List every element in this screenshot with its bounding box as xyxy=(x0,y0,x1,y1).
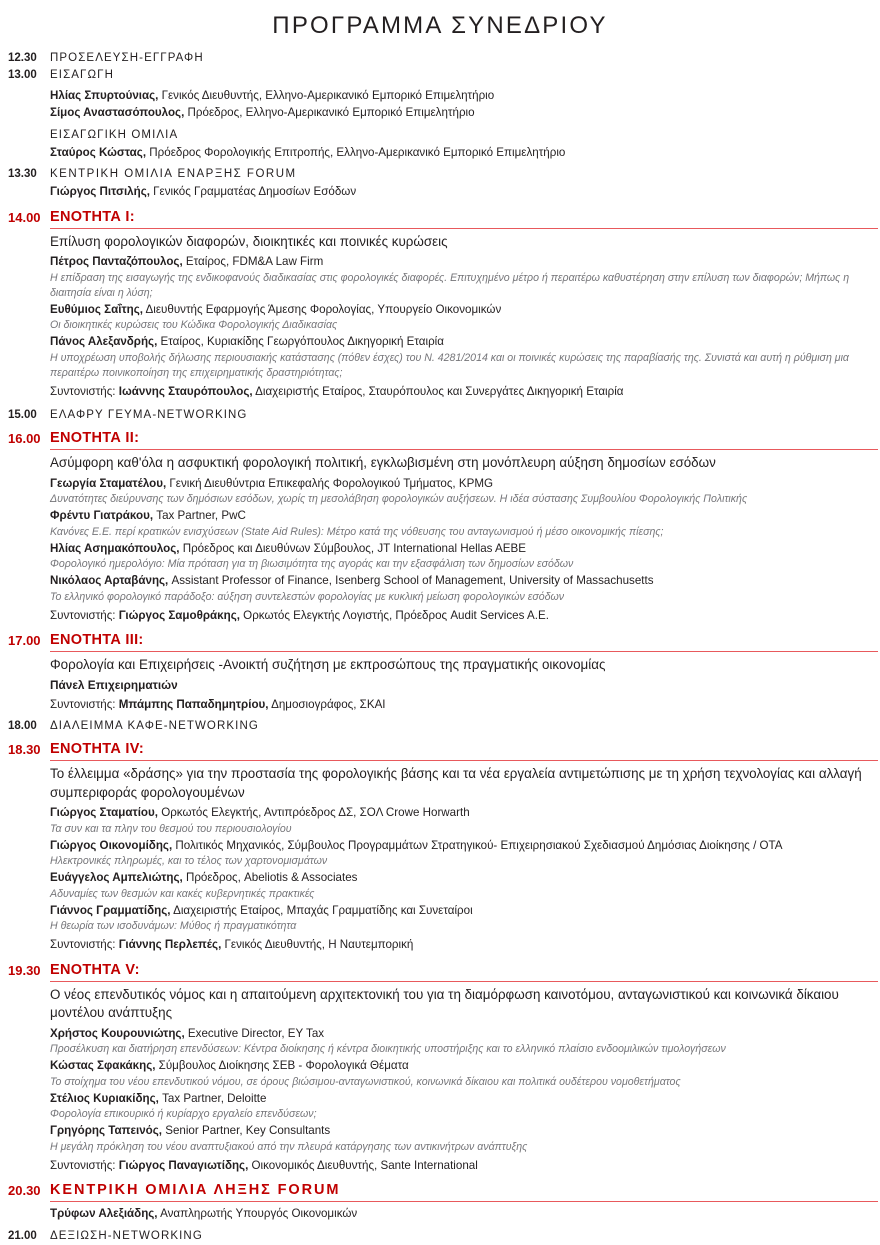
speaker-name: Χρήστος Κουρουνιώτης, xyxy=(50,1026,185,1040)
time-session-5: 19.30 xyxy=(8,962,41,978)
agenda-body-lunch xyxy=(50,407,880,424)
moderator-line xyxy=(50,934,878,954)
moderator-role: Ορκωτός Ελεγκτής Λογιστής, Πρόεδρος Audit Services A.E. xyxy=(239,608,549,622)
speaker-abstract: Φορολογία επικουρικό ή κυρίαρχο εργαλείο επενδύσεων; xyxy=(50,1108,317,1121)
agenda-body-session-2 xyxy=(50,429,880,624)
speaker-abstract: Η μεγάλη πρόκληση του νέου αναπτυξιακού από την πλευρά κατάργησης των αντικινήτρων ανάπτυξης xyxy=(50,1140,528,1153)
speaker-role: Γενικός Διευθυντής, Ελληνο-Αμερικανικό Εμπορικό Επιμελητήριο xyxy=(158,88,495,102)
speaker-role: Πολιτικός Μηχανικός, Σύμβουλος Προγραμμάτων Στρατηγικού- Επιχειρησιακού Σχεδιασμού Δημόσιας Διοίκησης / ΟΤΑ xyxy=(172,838,783,852)
speaker-role: Γενική Διευθύντρια Επικεφαλής Φορολογικού Τμήματος, KPMG xyxy=(166,476,493,490)
speaker-abstract: Κανόνες Ε.Ε. περί κρατικών ενισχύσεων (State Aid Rules): Μέτρο κατά της νόθευσης του ανταγωνισμού ή μέσο οικονομικής πίεσης; xyxy=(50,525,664,538)
agenda-label-coffee: ΔΙΑΛΕΙΜΜΑ ΚΑΦΕ-NETWORKING xyxy=(50,720,259,733)
speaker-line xyxy=(50,144,878,162)
agenda-body-session-1 xyxy=(50,208,880,401)
speaker-abstract: Η υποχρέωση υποβολής δήλωσης περιουσιακής κατάστασης (πόθεν έσχες) του Ν. 4281/2014 και οι ποινικές κυρώσεις της παραβίασής της. Συνιστά και αυτή η ρύθμιση μια περαιτέρω ποινικοποίηση της επιχειρηματικής δραστηριότητας; xyxy=(50,351,849,379)
speaker-role: Ορκωτός Ελεγκτής, Αντιπρόεδρος ΔΣ, ΣΟΛ Crowe Horwarth xyxy=(157,806,470,820)
speaker-abstract: Η επίδραση της εισαγωγής της ενδικοφανούς διαδικασίας στις φορολογικές διαφορές. Επιτυχημένο μέτρο ή περαιτέρω καθυστέρηση στην επίλυση των διαφορών; Μήπως η διαιτησία είναι η λύση; xyxy=(50,271,850,299)
agenda-row-keynote-close xyxy=(0,1181,880,1223)
speaker-abstract: Η θεωρία των ισοδυνάμων: Μύθος ή πραγματικότητα xyxy=(50,920,297,933)
spacer xyxy=(0,201,880,208)
speaker-role: Διευθυντής Εφαρμογής Άμεσης Φορολογίας, Υπουργείο Οικονομικών xyxy=(142,302,502,316)
speaker-abstract: Οι διοικητικές κυρώσεις του Κώδικα Φορολογικής Διαδικασίας xyxy=(50,319,338,332)
speaker-line xyxy=(50,804,878,822)
speaker-role: Πρόεδρος, Abeliotis & Associates xyxy=(182,871,358,885)
speaker-role: Tax Partner, PwC xyxy=(153,509,246,523)
agenda-body-session-3 xyxy=(50,631,880,713)
agenda-body-intro xyxy=(50,67,880,162)
speaker-line xyxy=(50,104,878,122)
agenda-label-reception: ΔΕΞΙΩΣΗ-NETWORKING xyxy=(50,1229,203,1242)
session-header-4: ΕΝΟΤΗΤΑ IV: xyxy=(50,740,878,761)
speaker-name: Τρύφων Αλεξιάδης, xyxy=(50,1207,158,1221)
speaker-name: Φρέντυ Γιατράκου, xyxy=(50,509,154,523)
session-topic-2: Ασύμφορη καθ'όλα η ασφυκτική φορολογική πολιτική, εγκλωβισμένη στη μονόπλευρη αύξηση δημοσίων εσόδων xyxy=(50,455,716,471)
speaker-line xyxy=(50,837,878,855)
agenda-row-intro xyxy=(0,67,880,162)
speaker-name: Σταύρος Κώστας, xyxy=(50,145,147,159)
time-keynote-close: 20.30 xyxy=(8,1183,41,1199)
speaker-name: Γρηγόρης Ταπεινός, xyxy=(50,1124,162,1138)
session-header-5: ΕΝΟΤΗΤΑ V: xyxy=(50,961,878,982)
speaker-line xyxy=(50,869,878,887)
speaker-line xyxy=(50,301,878,319)
speaker-line xyxy=(50,333,878,351)
speaker-name: Γεωργία Σταματέλου, xyxy=(50,476,167,490)
agenda-row-session-2 xyxy=(0,429,880,624)
speaker-abstract: Ηλεκτρονικές πληρωμές, και το τέλος των χαρτονομισμάτων xyxy=(50,855,328,868)
speaker-role: Σύμβουλος Διοίκησης ΣΕΒ - Φορολογικά Θέματα xyxy=(155,1059,409,1073)
speaker-abstract: Φορολογικό ημερολόγιο: Μία πρόταση για τη βιωσιμότητα της αγοράς και την εξασφάλιση των δημοσίων εσόδων xyxy=(50,558,574,571)
agenda-label-arrival: ΠΡΟΣΕΛΕΥΣΗ-ΕΓΓΡΑΦΗ xyxy=(50,51,204,64)
time-session-3: 17.00 xyxy=(8,633,41,649)
moderator-label: Συντονιστής: xyxy=(50,384,119,398)
moderator-name: Μπάμπης Παπαδημητρίου, xyxy=(118,697,269,711)
session-header-2: ΕΝΟΤΗΤΑ II: xyxy=(50,429,878,450)
page-title: ΠΡΟΓΡΑΜΜΑ ΣΥΝΕΔΡΙΟΥ xyxy=(272,12,608,39)
time-arrival: 12.30 xyxy=(8,51,37,64)
moderator-name: Γιώργος Παναγιωτίδης, xyxy=(118,1158,249,1172)
speaker-line xyxy=(50,1205,878,1223)
moderator-role: Γενικός Διευθυντής, Η Ναυτεμπορική xyxy=(221,938,414,952)
speaker-name: Ηλίας Σπυρτούνιας, xyxy=(50,88,159,102)
speaker-line xyxy=(50,540,878,558)
speaker-role: Senior Partner, Key Consultants xyxy=(162,1124,331,1138)
spacer xyxy=(0,1174,880,1181)
speaker-role: Εταίρος, Κυριακίδης Γεωργόπουλος Δικηγορική Εταιρία xyxy=(157,335,444,349)
time-intro: 13.00 xyxy=(8,68,37,81)
speaker-line xyxy=(50,87,878,105)
agenda-body-arrival xyxy=(50,50,880,67)
moderator-line xyxy=(50,1155,878,1175)
session-header-1: ΕΝΟΤΗΤΑ I: xyxy=(50,208,878,229)
speaker-role: Γενικός Γραμματέας Δημοσίων Εσόδων xyxy=(149,185,357,199)
agenda-row-arrival xyxy=(0,50,880,67)
speaker-name: Στέλιος Κυριακίδης, xyxy=(50,1091,159,1105)
speaker-abstract: Το ελληνικό φορολογικό παράδοξο: αύξηση συντελεστών φορολογίας με κυκλική μείωση φορολογικών εσόδων xyxy=(50,590,565,603)
moderator-name: Ιωάννης Σταυρόπουλος, xyxy=(118,384,253,398)
moderator-line xyxy=(50,381,878,401)
agenda-row-session-5 xyxy=(0,961,880,1175)
speaker-name: Νικόλαος Αρταβάνης, xyxy=(50,574,169,588)
speaker-line xyxy=(50,902,878,920)
time-coffee: 18.00 xyxy=(8,720,37,733)
speaker-name: Γιώργος Οικονομίδης, xyxy=(50,838,173,852)
spacer xyxy=(0,954,880,961)
moderator-role: Δημοσιογράφος, ΣΚΑΙ xyxy=(268,697,386,711)
speaker-name: Πέτρος Πανταζόπουλος, xyxy=(50,255,183,269)
session-topic-4: Το έλλειμμα «δράσης» για την προστασία της φορολογικής βάσης και τα νέα εργαλεία αντιμετώπισης με τη χρήση τεχνολογίας και αλλαγή συμπεριφοράς φορολογουμένων xyxy=(50,766,862,800)
speaker-line xyxy=(50,507,878,525)
agenda-label-lunch: ΕΛΑΦΡΥ ΓΕΥΜΑ-NETWORKING xyxy=(50,409,248,422)
moderator-role: Διαχειριστής Εταίρος, Σταυρόπουλος και Συνεργάτες Δικηγορική Εταιρία xyxy=(252,384,624,398)
speaker-role: Πρόεδρος και Διευθύνων Σύμβουλος, JT International Hellas AEBE xyxy=(179,541,526,555)
spacer xyxy=(0,400,880,407)
moderator-label: Συντονιστής: xyxy=(50,1158,119,1172)
agenda-body-keynote-close xyxy=(50,1181,880,1223)
speaker-line xyxy=(50,1090,878,1108)
speaker-role: Εταίρος, FDM&A Law Firm xyxy=(182,255,324,269)
moderator-label: Συντονιστής: xyxy=(50,697,119,711)
spacer xyxy=(0,624,880,631)
moderator-name: Γιάννης Περλεπές, xyxy=(118,938,222,952)
time-session-1: 14.00 xyxy=(8,209,41,225)
moderator-line xyxy=(50,694,878,714)
agenda-label-intro: ΕΙΣΑΓΩΓΗ xyxy=(50,68,115,81)
speaker-name: Γιάννος Γραμματίδης, xyxy=(50,903,171,917)
agenda-row-keynote-open xyxy=(0,166,880,201)
speaker-role: Executive Director, EY Tax xyxy=(184,1026,325,1040)
speaker-name: Σίμος Αναστασόπουλος, xyxy=(50,106,185,120)
intro-speech-label: ΕΙΣΑΓΩΓΙΚΗ ΟΜΙΛΙΑ xyxy=(50,128,179,141)
speaker-line xyxy=(50,1025,878,1043)
speaker-abstract: Αδυναμίες των θεσμών και κακές κυβερνητικές πρακτικές xyxy=(50,887,315,900)
speaker-abstract: Προσέλκυση και διατήρηση επενδύσεων: Κέντρα διοίκησης ή κέντρα διοικητικής υποστήριξης και το ελληνικό πλαίσιο ενδοομιλικών τιμολογήσεων xyxy=(50,1043,726,1056)
speaker-name: Πάνος Αλεξανδρής, xyxy=(50,335,158,349)
session-topic-5: Ο νέος επενδυτικός νόμος και η απαιτούμενη αρχιτεκτονική του για τη διαμόρφωση καινοτόμου, ανταγωνιστικού και κοινωνικά δίκαιου μοντέλου ανάπτυξης xyxy=(50,986,839,1021)
agenda-row-session-3 xyxy=(0,631,880,713)
speaker-role: Πρόεδρος, Ελληνο-Αμερικανικό Εμπορικό Επιμελητήριο xyxy=(184,106,475,120)
speaker-name: Ηλίας Ασημακόπουλος, xyxy=(50,541,180,555)
time-keynote-open: 13.30 xyxy=(8,168,37,181)
speaker-role: Assistant Professor of Finance, Isenberg School of Management, University of Massachusetts xyxy=(168,574,654,588)
time-session-4: 18.30 xyxy=(8,742,41,758)
speaker-line xyxy=(50,475,878,493)
time-lunch: 15.00 xyxy=(8,409,37,422)
session-topic-1: Επίλυση φορολογικών διαφορών, διοικητικές και ποινικές κυρώσεις xyxy=(50,233,448,249)
speaker-line xyxy=(50,183,878,201)
speaker-name: Κώστας Σφακάκης, xyxy=(50,1059,156,1073)
agenda-body-session-5 xyxy=(50,961,880,1175)
speaker-role: Πρόεδρος Φορολογικής Επιτροπής, Ελληνο-Αμερικανικό Εμπορικό Επιμελητήριο xyxy=(146,145,566,159)
speaker-line xyxy=(50,253,878,271)
panel-label-3: Πάνελ Επιχειρηματιών xyxy=(50,677,178,692)
speaker-line xyxy=(50,1057,878,1075)
speaker-role: Αναπληρωτής Υπουργός Οικονομικών xyxy=(157,1207,358,1221)
speaker-line xyxy=(50,1122,878,1140)
agenda-row-session-1 xyxy=(0,208,880,401)
agenda-body-session-4 xyxy=(50,740,880,954)
speaker-role: Tax Partner, Deloitte xyxy=(158,1091,267,1105)
time-reception: 21.00 xyxy=(8,1229,37,1242)
moderator-role: Οικονομικός Διευθυντής, Sante International xyxy=(248,1158,478,1172)
speaker-name: Γιώργος Σταματίου, xyxy=(50,806,158,820)
speaker-abstract: Δυνατότητες διεύρυνσης των δημόσιων εσόδων, χωρίς τη μεσολάβηση φορολογικών αυξήσεων. Η ιδέα σύστασης Συμβουλίου Φορολογικής Πολιτικής xyxy=(50,493,748,506)
agenda-body-coffee xyxy=(50,718,880,735)
speaker-name: Ευάγγελος Αμπελιώτης, xyxy=(50,871,183,885)
agenda-label-keynote-open: ΚΕΝΤΡΙΚΗ ΟΜΙΛΙΑ ΕΝΑΡΞΗΣ FORUM xyxy=(50,168,297,181)
agenda-row-coffee xyxy=(0,718,880,735)
agenda-row-session-4 xyxy=(0,740,880,954)
keynote-close-header: ΚΕΝΤΡΙΚΗ ΟΜΙΛΙΑ ΛΗΞΗΣ FORUM xyxy=(50,1181,878,1202)
speaker-abstract: Το στοίχημα του νέου επενδυτικού νόμου, σε όρους βιώσιμου-ανταγωνιστικού, κοινωνικά δίκαιου και πολιτικά ουδέτερου νομοθετήματος xyxy=(50,1075,681,1088)
speaker-abstract: Τα συν και τα πλην του θεσμού του περιουσιολογίου xyxy=(50,822,292,835)
session-topic-3: Φορολογία και Επιχειρήσεις -Ανοικτή συζήτηση με εκπροσώπους της πραγματικής οικονομίας xyxy=(50,657,606,673)
agenda-row-lunch xyxy=(0,407,880,424)
agenda-row-reception xyxy=(0,1228,880,1245)
agenda-body-keynote-open xyxy=(50,166,880,201)
moderator-name: Γιώργος Σαμοθράκης, xyxy=(118,608,240,622)
speaker-line xyxy=(50,572,878,590)
speaker-role: Διαχειριστής Εταίρος, Μπαχάς Γραμματίδης και Συνεταίροι xyxy=(170,903,473,917)
moderator-line xyxy=(50,605,878,625)
agenda-body-reception xyxy=(50,1228,880,1245)
moderator-label: Συντονιστής: xyxy=(50,608,119,622)
speaker-name: Γιώργος Πιτσιλής, xyxy=(50,185,150,199)
session-header-3: ΕΝΟΤΗΤΑ III: xyxy=(50,631,878,652)
speaker-name: Ευθύμιος Σαΐτης, xyxy=(50,302,143,316)
moderator-label: Συντονιστής: xyxy=(50,938,119,952)
time-session-2: 16.00 xyxy=(8,431,41,447)
